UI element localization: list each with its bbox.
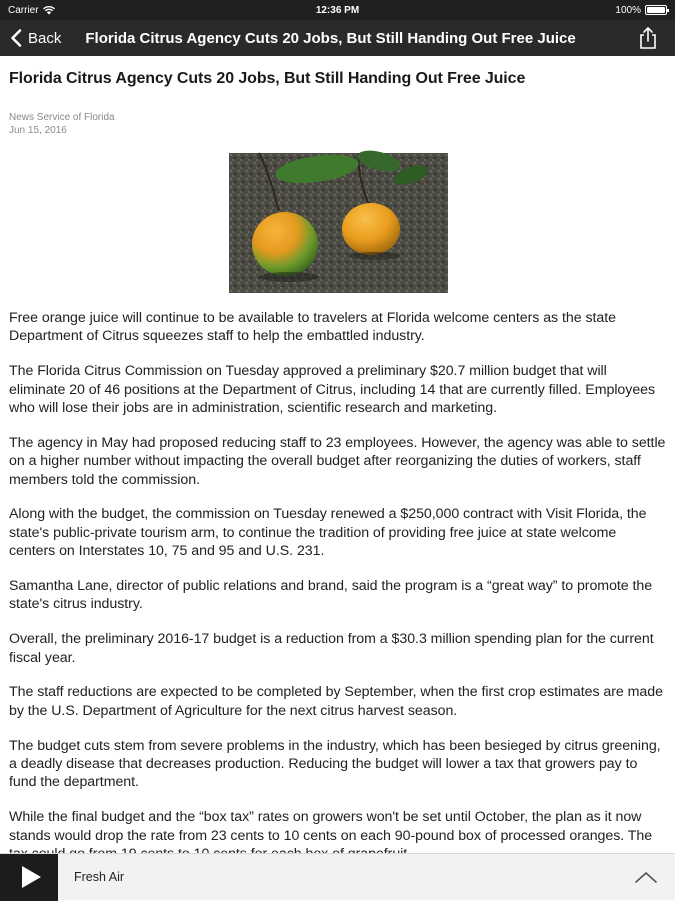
article-paragraph: Overall, the preliminary 2016-17 budget is a reduction from a $30.3 million spending plan for the current fiscal year. bbox=[9, 631, 654, 666]
back-button[interactable] bbox=[0, 20, 71, 56]
article-paragraph: The agency in May had proposed reducing staff to 23 employees. However, the agency was able to settle on a higher number without impacting the overall budget after reorganizing the duties of workers, staff members told the commission. bbox=[9, 434, 666, 488]
article-source: News Service of Florida bbox=[9, 112, 115, 123]
wifi-icon bbox=[43, 6, 55, 15]
article-paragraph: Samantha Lane, director of public relations and brand, said the program is a “great way” to promote the state's citrus industry. bbox=[9, 578, 653, 613]
article-headline: Florida Citrus Agency Cuts 20 Jobs, But Still Handing Out Free Juice bbox=[9, 70, 526, 87]
battery-percent: 100% bbox=[615, 4, 641, 16]
article-paragraph: Along with the budget, the commission on Tuesday renewed a $250,000 contract with Visit Florida, the state's public-private tourism arm, to continue the tradition of providing free juice at state welcome centers on Interstates 10, 75 and 95 and U.S. 231. bbox=[9, 506, 647, 560]
battery-icon bbox=[645, 5, 667, 15]
nav-bar bbox=[0, 20, 675, 56]
share-icon[interactable] bbox=[637, 26, 659, 50]
play-icon bbox=[22, 866, 41, 888]
status-left bbox=[8, 5, 128, 16]
byline bbox=[9, 111, 666, 137]
player-bar bbox=[0, 853, 675, 900]
oranges-photo bbox=[229, 153, 448, 293]
chevron-left-icon bbox=[10, 29, 22, 47]
play-button[interactable] bbox=[0, 854, 58, 901]
article-paragraph: While the final budget and the “box tax” rates on growers won't be set until October, the plan as it now stands would drop the rate from 23 cents to 10 cents on each 90-pound box of processed oranges. The bbox=[9, 809, 653, 844]
article-body bbox=[9, 309, 666, 863]
article-paragraph: The staff reductions are expected to be completed by September, when the first crop estimates are made by the U.S. Department of Agriculture for the next citrus harvest season. bbox=[9, 684, 663, 719]
chevron-up-icon[interactable] bbox=[633, 868, 659, 886]
nav-title: Florida Citrus Agency Cuts 20 Jobs, But Still Handing Out Free Juice bbox=[85, 29, 576, 47]
article[interactable] bbox=[0, 56, 675, 853]
status-bar bbox=[0, 0, 675, 20]
status-right bbox=[547, 5, 667, 16]
article-paragraph: The Florida Citrus Commission on Tuesday approved a preliminary $20.7 million budget that will eliminate 20 of 46 positions at the Department of Citrus, including 14 that are currently filled. Employees who will lose their jobs are in administration, scientific research and marketing. bbox=[9, 363, 656, 417]
article-paragraph: Free orange juice will continue to be available to travelers at Florida welcome centers as the state Department of Citrus squeezes staff to help the embattled industry. bbox=[9, 310, 616, 345]
article-paragraph: The budget cuts stem from severe problems in the industry, which has been besieged by citrus greening, a deadly disease that decreases production. Reducing the budget will lower a tax that growers pay to fund the department. bbox=[9, 737, 661, 791]
station-name: Fresh Air bbox=[74, 870, 125, 884]
back-label: Back bbox=[28, 29, 62, 47]
status-time: 12:36 PM bbox=[315, 4, 360, 16]
carrier-label: Carrier bbox=[8, 4, 39, 16]
article-date: Jun 15, 2016 bbox=[9, 125, 67, 136]
